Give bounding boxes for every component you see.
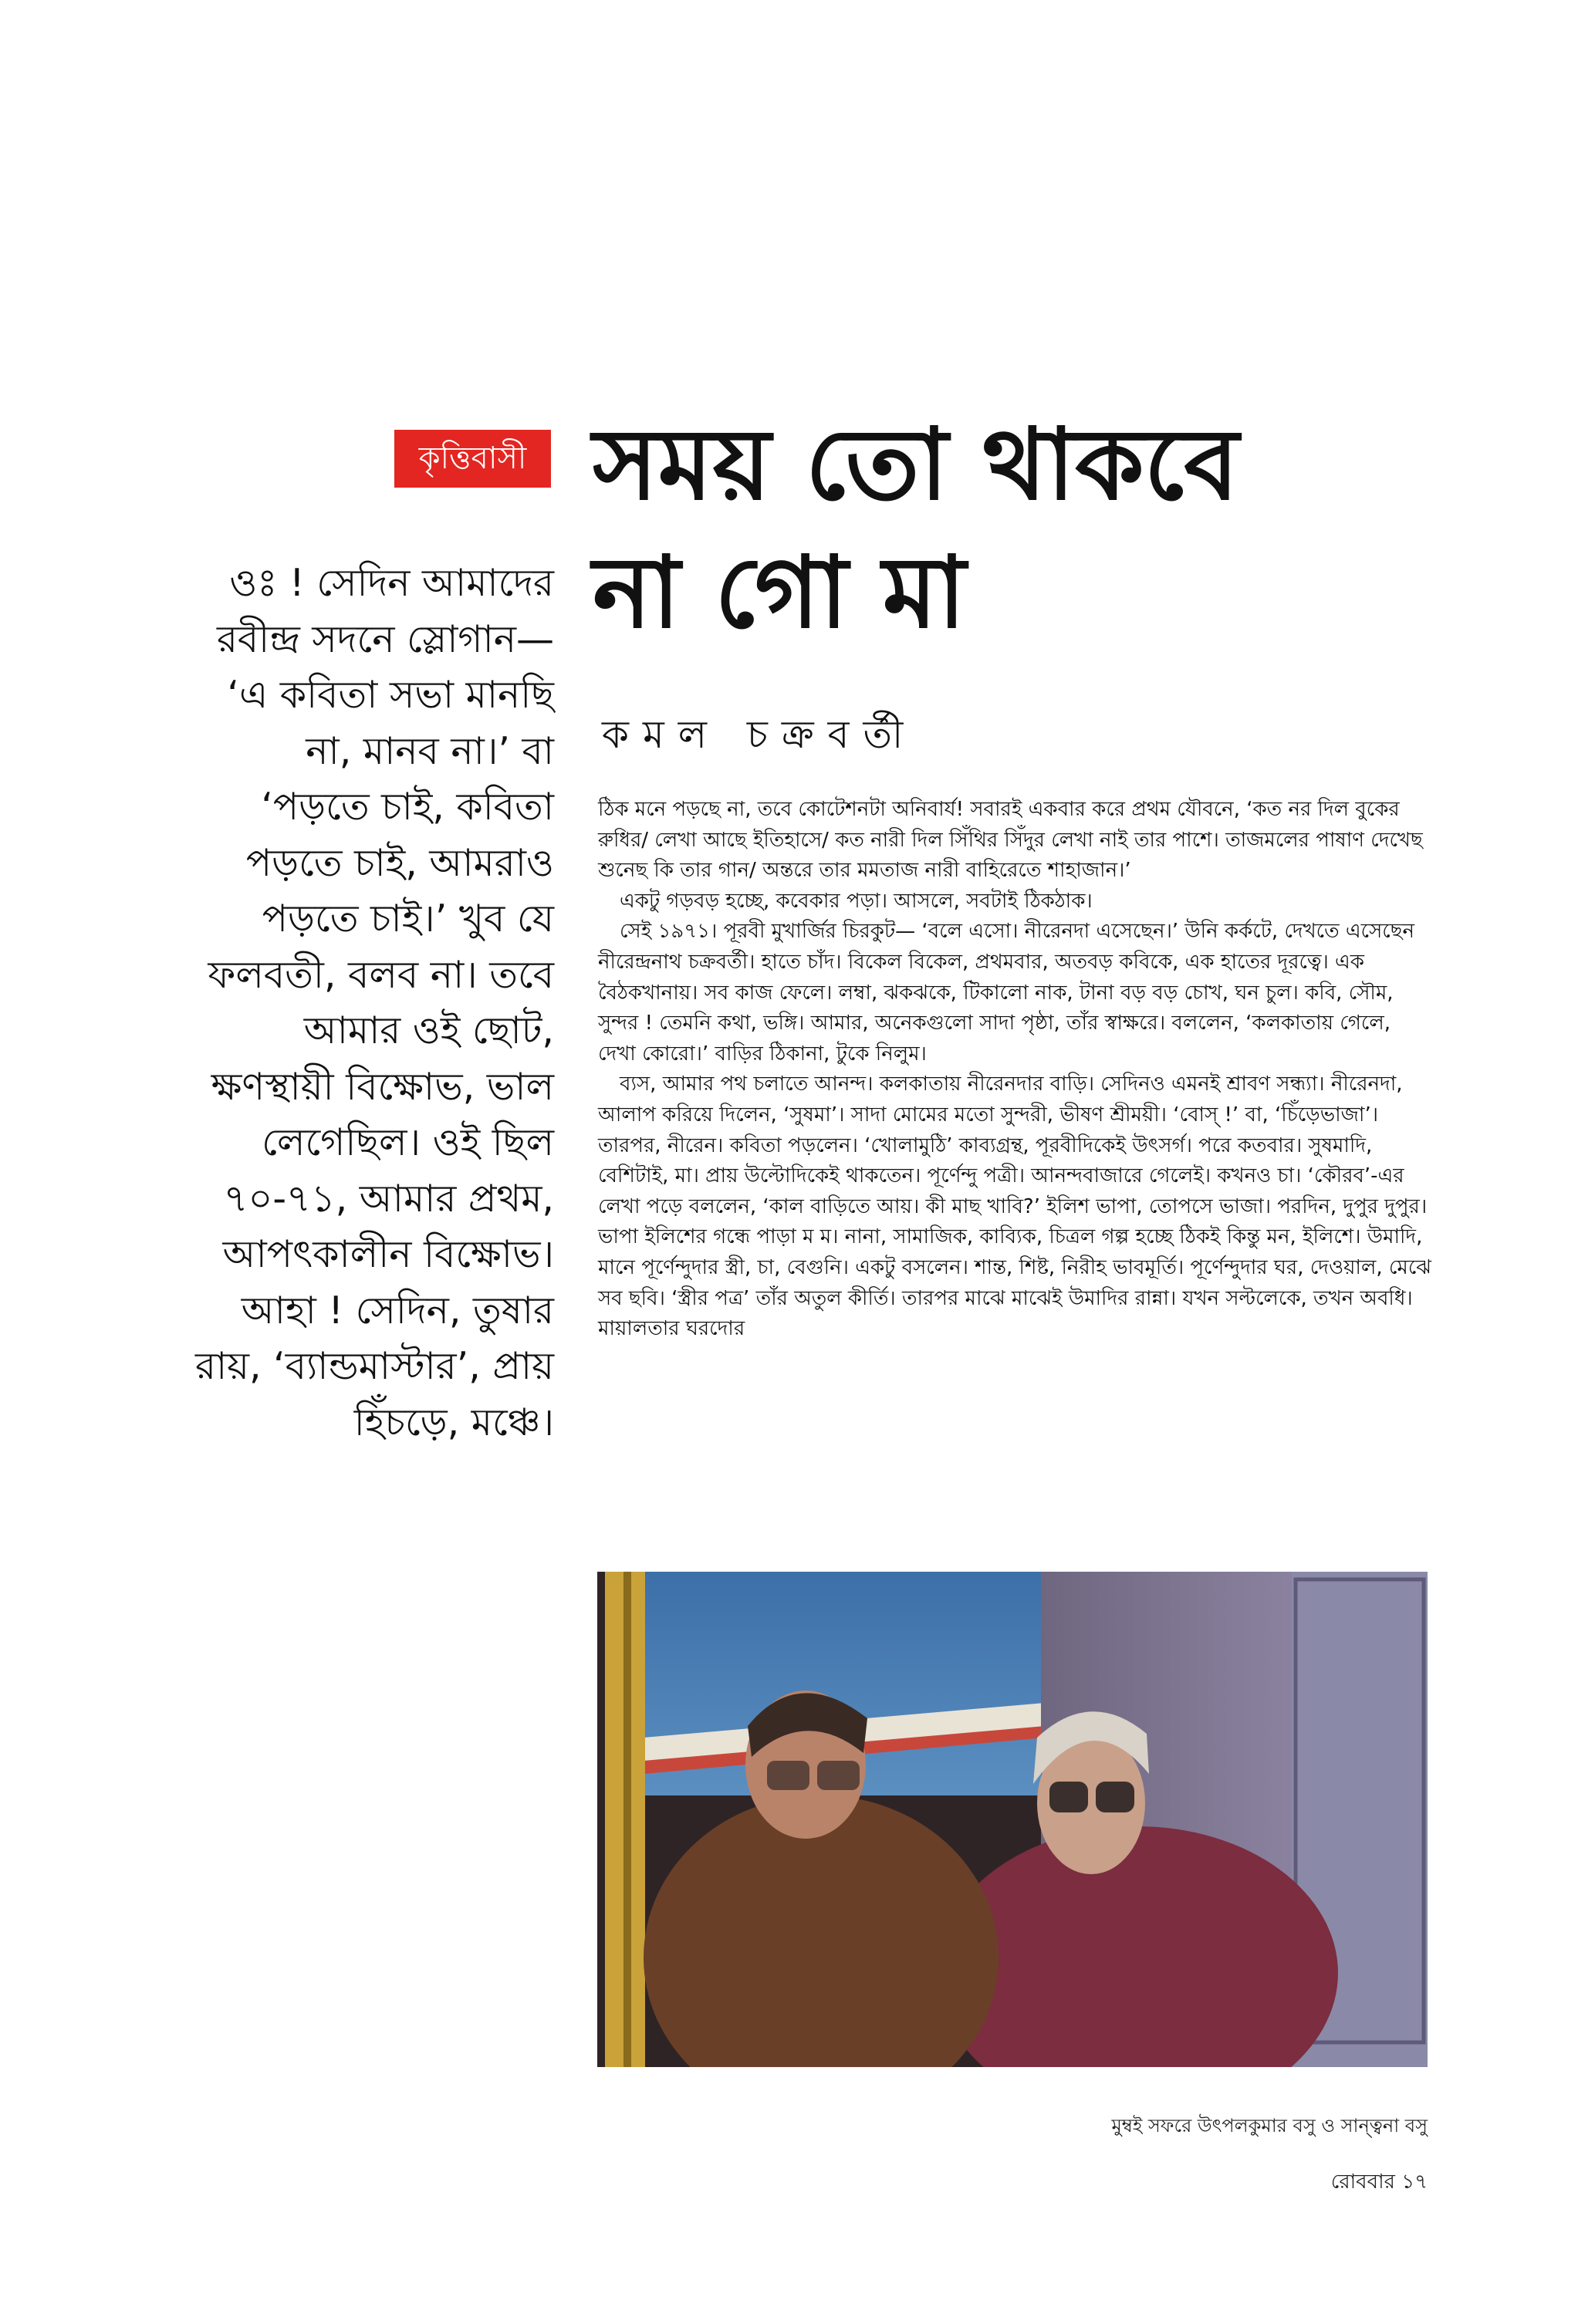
section-tag: কৃত্তিবাসী [394,430,551,488]
pull-quote-line: ক্ষণস্থায়ী বিক্ষোভ, ভাল [211,1064,554,1109]
pull-quote-line: ‘পড়তে চাই, কবিতা [261,785,554,829]
pull-quote-line: আমার ওই ছোট, [303,1008,554,1052]
pull-quote-line: ‘এ কবিতা সভা মানছি [227,673,554,717]
pull-quote-line: আহা ! সেদিন, তুষার [241,1288,554,1333]
headline-line-1: সময় তো থাকবে [593,407,1239,522]
pull-quote-line: না, মানব না।’ বা [306,728,554,773]
body-paragraph: ব্যস, আমার পথ চলাতে আনন্দ। কলকাতায় নীরেনদার বাড়ি। সেদিনও এমনই শ্রাবণ সন্ধ্যা। নীরেনদা, আলাপ করিয়ে দিলেন, ‘সুষমা’। সাদা মোমের মতো সুন্দরী, ভীষণ শ্রীময়ী। ‘বোস্ !’ বা, ‘চিঁড়েভাজা’। তারপর, নীরেন। কবিতা পড়লেন। ‘খোলামুঠি’ কাব্যগ্রন্থ, পূরবীদিকেই উৎসর্গ। পরে কতবার। সুষমাদি, বেশিটাই, মা। প্রায় উল্টোদিকেই থাকতেন। পূর্ণেন্দু পত্রী। আনন্দবাজারে গেলেই। কখনও চা। ‘কৌরব’-এর লেখা পড়ে বললেন, ‘কাল বাড়িতে আয়। কী মাছ খাবি?’ ইলিশ ভাপা, তোপসে ভাজা। পরদিন, দুপুর দুপুর। ভাপা ইলিশের গন্ধে পাড়া ম ম। নানা, সামাজিক, কাব্যিক, চিত্রল গল্প হচ্ছে ঠিকই কিন্তু মন, ইলিশে। উমাদি, মানে পূর্ণেন্দুদার স্ত্রী, চা, বেগুনি। একটু বসলেন। শান্ত, শিষ্ট, নিরীহ ভাবমূর্তি। পূর্ণেন্দুদার ঘর, দেওয়াল, মেঝে সব ছবি। ‘স্ত্রীর পত্র’ তাঁর অতুল কীর্তি। তারপর মাঝে মাঝেই উমাদির রান্না। যখন সল্টলেকে, তখন অবধি। মায়ালতার ঘরদোর [598,1072,1431,1341]
pull-quote-line: পড়তে চাই।’ খুব যে [262,897,554,941]
author-byline: কমল চক্রবর্তী [602,712,917,757]
body-paragraph: একটু গড়বড় হচ্ছে, কবেকার পড়া। আসলে, সবটাই ঠিকঠাক। [620,889,1093,913]
headline-line-2: না গো মা [593,535,966,650]
photo-caption: মুম্বই সফরে উৎপলকুমার বসু ও সান্ত্বনা বসু [1111,2115,1428,2137]
page-folio: রোববার ১৭ [1330,2170,1428,2194]
body-paragraph: ঠিক মনে পড়ছে না, তবে কোটেশনটা অনিবার্য! সবারই একবার করে প্রথম যৌবনে, ‘কত নর দিল বুকের রুধির/ লেখা আছে ইতিহাসে/ কত নারী দিল সিঁথির সিঁদুর লেখা নাই তার পাশে। তাজমলের পাষাণ দেখেছ শুনেছ কি তার গান/ অন্তরে তার মমতাজ নারী বাহিরেতে শাহাজান।’ [598,798,1423,883]
pull-quote-line: ৭০-৭১, আমার প্রথম, [223,1176,554,1221]
photo-illustration [597,1572,1428,2067]
article-photo [597,1572,1428,2067]
pull-quote-line: পড়তে চাই, আমরাও [245,840,554,885]
pull-quote-line: হিঁচড়ে, মঞ্চে। [353,1400,554,1444]
pull-quote-line: রায়, ‘ব্যান্ডমাস্টার’, প্রায় [195,1344,554,1388]
pull-quote-line: আপৎকালীন বিক্ষোভ। [222,1232,554,1276]
body-paragraph: সেই ১৯৭১। পূরবী মুখার্জির চিরকুট— ‘বলে এসো। নীরেনদা এসেছেন।’ উনি কর্কটে, দেখতে এসেছেন নীরেন্দ্রনাথ চক্রবর্তী। হাতে চাঁদ। বিকেল বিকেল, প্রথমবার, অতবড় কবিকে, এক হাতের দূরত্বে। এক বৈঠকখানায়। সব কাজ ফেলে। লম্বা, ঝকঝকে, টিকালো নাক, টানা বড় বড় চোখ, ঘন চুল। কবি, সৌম, সুন্দর ! তেমনি কথা, ভঙ্গি। আমার, অনেকগুলো সাদা পৃষ্ঠা, তাঁর স্বাক্ষরে। বললেন, ‘কলকাতায় গেলে, দেখা কোরো।’ বাড়ির ঠিকানা, টুকে নিলুম। [598,920,1415,1066]
pull-quote-line: ওঃ ! সেদিন আমাদের [229,561,554,605]
article-body [598,795,1431,1345]
pull-quote-line: লেগেছিল। ওই ছিল [262,1120,554,1164]
article-headline [593,401,1557,657]
pull-quote [116,556,554,1451]
pull-quote-line: রবীন্দ্র সদনে স্লোগান— [216,616,554,661]
pull-quote-line: ফলবতী, বলব না। তবে [208,952,554,997]
